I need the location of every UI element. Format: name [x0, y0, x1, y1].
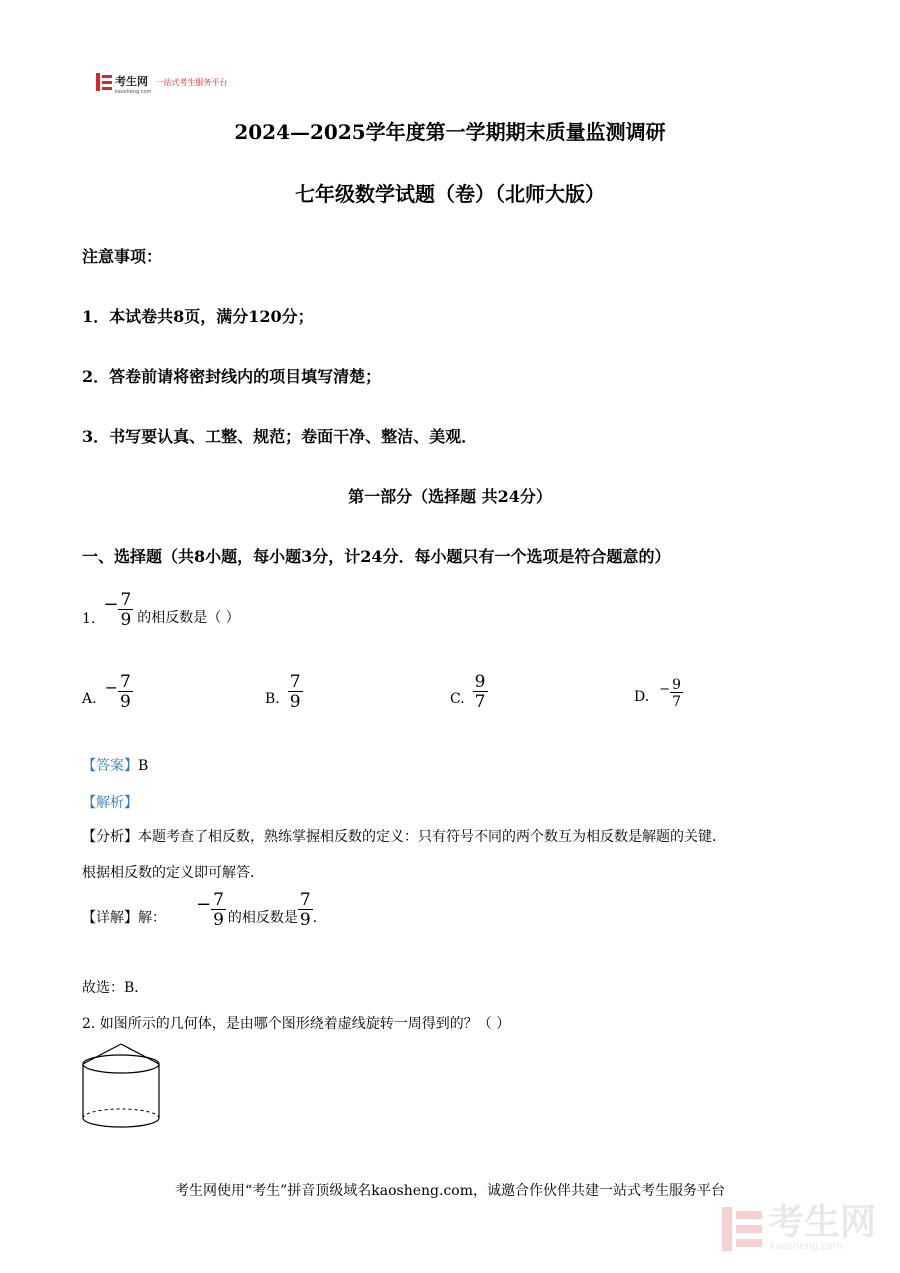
- question-text: 的相反数是（ ）: [137, 610, 240, 626]
- notice-item-2: 2．答卷前请将密封线内的项目填写清楚；: [82, 367, 382, 386]
- notice-item-3: 3．书写要认真、工整、规范；卷面干净、整洁、美观．: [82, 427, 478, 446]
- logo-name: 考生网: [115, 74, 148, 88]
- fraction: $\frac{7}{9}$: [120, 590, 132, 630]
- watermark: [722, 1202, 876, 1252]
- watermark-name: 考生网: [767, 1202, 876, 1243]
- watermark-logo-icon: [722, 1207, 762, 1251]
- logo-slogan: 一站式考生服务平台: [155, 77, 228, 87]
- page-title: 2024—2025学年度第一学期期末质量监测调研: [234, 120, 666, 144]
- question-1: [82, 592, 240, 629]
- question-number: 1.: [82, 611, 96, 627]
- analysis-tag: 【解析】: [82, 795, 138, 811]
- minus-sign: −: [103, 594, 119, 615]
- footer-text: 考生网使用“考生”拼音顶级域名kaosheng.com，诚邀合作伙伴共建一站式考生服务平台: [174, 1183, 726, 1199]
- page-subtitle: 七年级数学试题（卷）（北师大版）: [295, 182, 605, 206]
- header-logo: [96, 72, 228, 95]
- analysis-text-1: 【分析】本题考查了相反数，熟练掌握相反数的定义：只有符号不同的两个数互为相反数是解题的关键．: [82, 829, 726, 845]
- option-b[interactable]: B. $\frac{7}{9}$: [265, 672, 301, 712]
- option-c[interactable]: C. $\frac{9}{7}$: [450, 672, 486, 712]
- question-2: 2. 如图所示的几何体，是由哪个图形绕着虚线旋转一周得到的？（ ）: [82, 1016, 511, 1032]
- notice-item-1: 1．本试卷共8页，满分120分；: [82, 307, 314, 326]
- section-heading: 一、选择题（共8小题，每小题3分，计24分．每小题只有一个选项是符合题意的）: [82, 547, 671, 566]
- watermark-url: kaosheng.com: [769, 1241, 843, 1252]
- answer-line: [82, 755, 148, 775]
- choose-line: 故选：B．: [82, 980, 149, 996]
- detail-line: 【详解】解： − $\frac{7}{9}$ 的相反数是 $\frac{7}{9}$ ．: [82, 890, 327, 930]
- part-heading: 第一部分（选择题 共24分）: [348, 487, 552, 506]
- answer-tag: 【答案】: [82, 758, 138, 774]
- cylinder-cone-figure: [80, 1040, 162, 1132]
- analysis-text-2: 根据相反数的定义即可解答．: [82, 865, 264, 881]
- option-d[interactable]: D. − $\frac{9}{7}$: [634, 677, 682, 710]
- logo-url: kaosheng.com: [115, 88, 152, 95]
- answer-value: B: [138, 758, 149, 774]
- notice-heading: 注意事项：: [82, 247, 163, 266]
- logo-icon: [96, 73, 112, 91]
- option-a[interactable]: A. − $\frac{7}{9}$: [82, 672, 131, 712]
